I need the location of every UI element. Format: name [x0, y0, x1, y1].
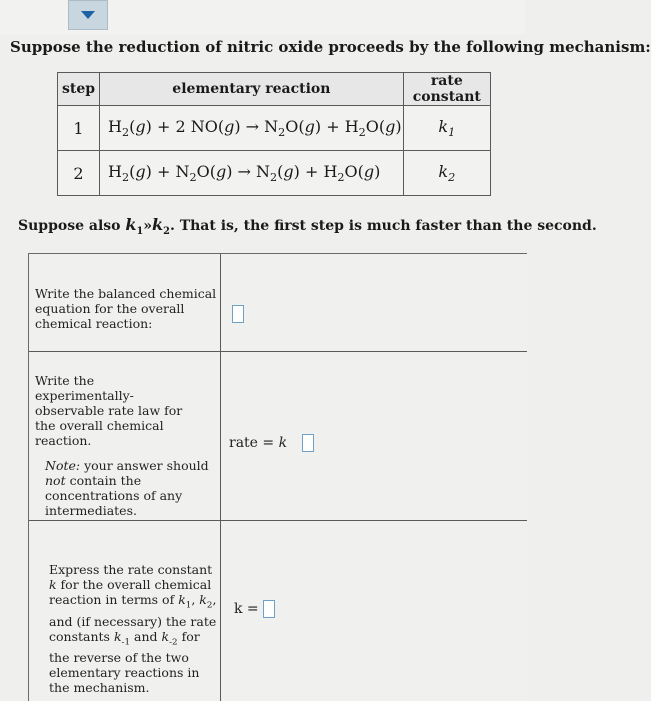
- rate-constant-1: $k_1$: [403, 106, 490, 151]
- chevron-down-icon: [81, 11, 95, 19]
- table-row: [58, 106, 491, 151]
- question-grid: [28, 253, 527, 701]
- collapse-toggle-button[interactable]: [68, 0, 108, 30]
- assumption-text: Suppose also $k_1»k_2$. That is, the first step is much faster than the second.: [18, 215, 597, 237]
- rate-constant-input[interactable]: [263, 600, 275, 618]
- reaction-equation-1: $H_2(g) + 2$ $NO(g) \to N_2O(g) + H_2O(g)$: [100, 106, 404, 151]
- header-rate-constant: rate constant: [403, 73, 490, 106]
- step-number: 1: [58, 106, 100, 151]
- row-divider: [29, 520, 527, 521]
- table-row: [58, 151, 491, 196]
- rate-constant-2: $k_2$: [403, 151, 490, 196]
- rate-law-answer: rate = k: [229, 434, 314, 452]
- rate-law-note: Note: your answer should not contain the concentrations of any intermediates.: [45, 458, 209, 518]
- rate-constant-answer: k =: [234, 600, 275, 618]
- question-rate-law: Write the experimentally-observable rate law for the overall chemical reaction.: [35, 373, 183, 448]
- top-bar: [0, 0, 526, 34]
- question-overall-equation: Write the balanced chemical equation for the overall chemical reaction:: [35, 286, 217, 331]
- mechanism-table: [57, 72, 491, 196]
- intro-text: Suppose the reduction of nitric oxide proceeds by the following mechanism:: [10, 38, 651, 56]
- column-divider: [220, 351, 221, 520]
- step-number: 2: [58, 151, 100, 196]
- column-divider: [220, 520, 221, 701]
- reaction-equation-2: $H_2(g) + N_2O(g) \to N_2(g) + H_2O(g)$: [100, 151, 404, 196]
- question-rate-constant: Express the rate constant k for the overall chemical reaction in terms of $k_1$, $k_2$, and (if necessary) the rate constants $k_{-1}$ and $k_{-2}$ for the reverse of the two elementary reactions in the mechanism.: [49, 562, 217, 695]
- overall-equation-input[interactable]: [232, 305, 244, 323]
- header-elementary-reaction: elementary reaction: [100, 73, 404, 106]
- table-header-row: [58, 73, 491, 106]
- header-step: step: [58, 73, 100, 106]
- row-divider: [29, 351, 527, 352]
- rate-law-input[interactable]: [302, 434, 314, 452]
